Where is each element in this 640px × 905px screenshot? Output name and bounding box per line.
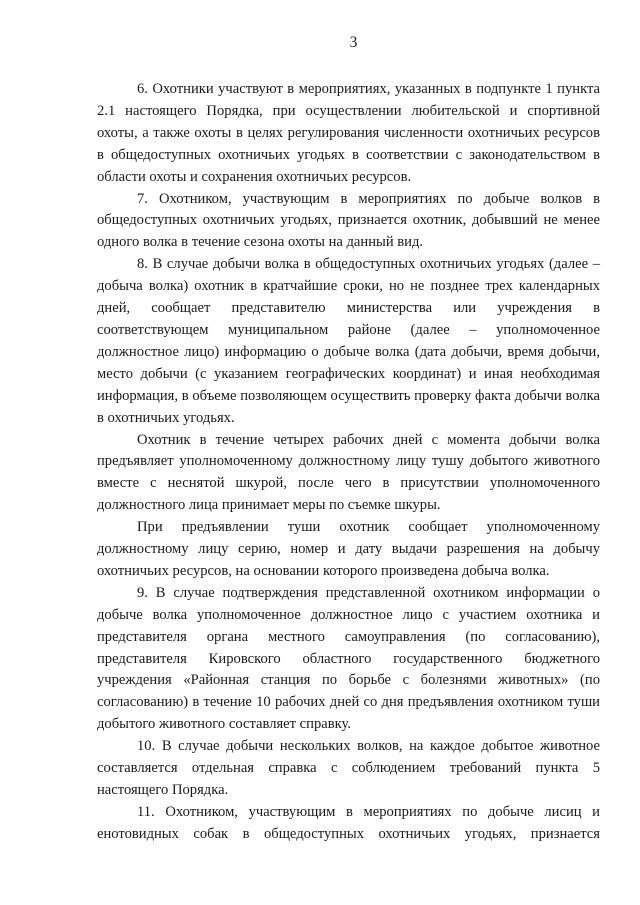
page-number: 3 <box>349 34 358 51</box>
paragraph-8: 8. В случае добычи волка в общедоступных охотничьих угодьях (далее – добыча волка) охотник в кратчайшие сроки, но не позднее трех календарных дней, сообщает представителю министерства или учреждения в соответствующем муниципальном районе (далее – уполномоченное должностное лицо) информацию о добыче волка (дата добычи, время добычи, место добычи (с указанием географических координат) и иная необходимая информация, в объеме позволяющем осуществить проверку факта добычи волка в охотничьих угодьях. <box>97 256 600 426</box>
paragraph-9: 9. В случае подтверждения представленной охотником информации о добыче волка уполномоченное должностное лицо с участием охотника и представителя органа местного самоуправления (по согласованию), представителя Кировского областного государственного бюджетного учреждения «Районная станция по борьбе с болезнями животных» (по согласованию) в течение 10 рабочих дней со дня предъявления охотником туши добытого животного составляет справку. <box>97 584 600 733</box>
paragraph-6: 6. Охотники участвуют в мероприятиях, указанных в подпункте 1 пункта 2.1 настоящего Порядка, при осуществлении любительской и спортивной охоты, а также охоты в целях регулирования численности охотничьих ресурсов в общедоступных охотничьих угодьях в соответствии с законодательством в области охоты и сохранения охотничьих ресурсов. <box>97 81 600 185</box>
paragraph-8-permit-info: При предъявлении туши охотник сообщает уполномоченному должностному лицу серию, номер и дату выдачи разрешения на добычу охотничьих ресурсов, на основании которого произведена добыча волка. <box>97 519 600 579</box>
paragraph-8-hunter-presentation: Охотник в течение четырех рабочих дней с момента добычи волка предъявляет уполномоченному должностному лицу тушу добытого животного вместе с неснятой шкурой, после чего в присутствии уполномоченного должностного лица принимает меры по съемке шкуры. <box>97 431 600 514</box>
paragraph-10: 10. В случае добычи нескольких волков, на каждое добытое животное составляется отдельная справка с соблюдением требований пункта 5 настоящего Порядка. <box>97 738 600 798</box>
paragraph-7: 7. Охотником, участвующим в мероприятиях по добыче волков в общедоступных охотничьих угодьях, признается охотник, добывший не менее одного волка в течение сезона охоты на данный вид. <box>97 190 600 251</box>
paragraph-11: 11. Охотником, участвующим в мероприятиях по добыче лисиц и енотовидных собак в общедоступных охотничьих угодьях, признается <box>97 803 600 842</box>
